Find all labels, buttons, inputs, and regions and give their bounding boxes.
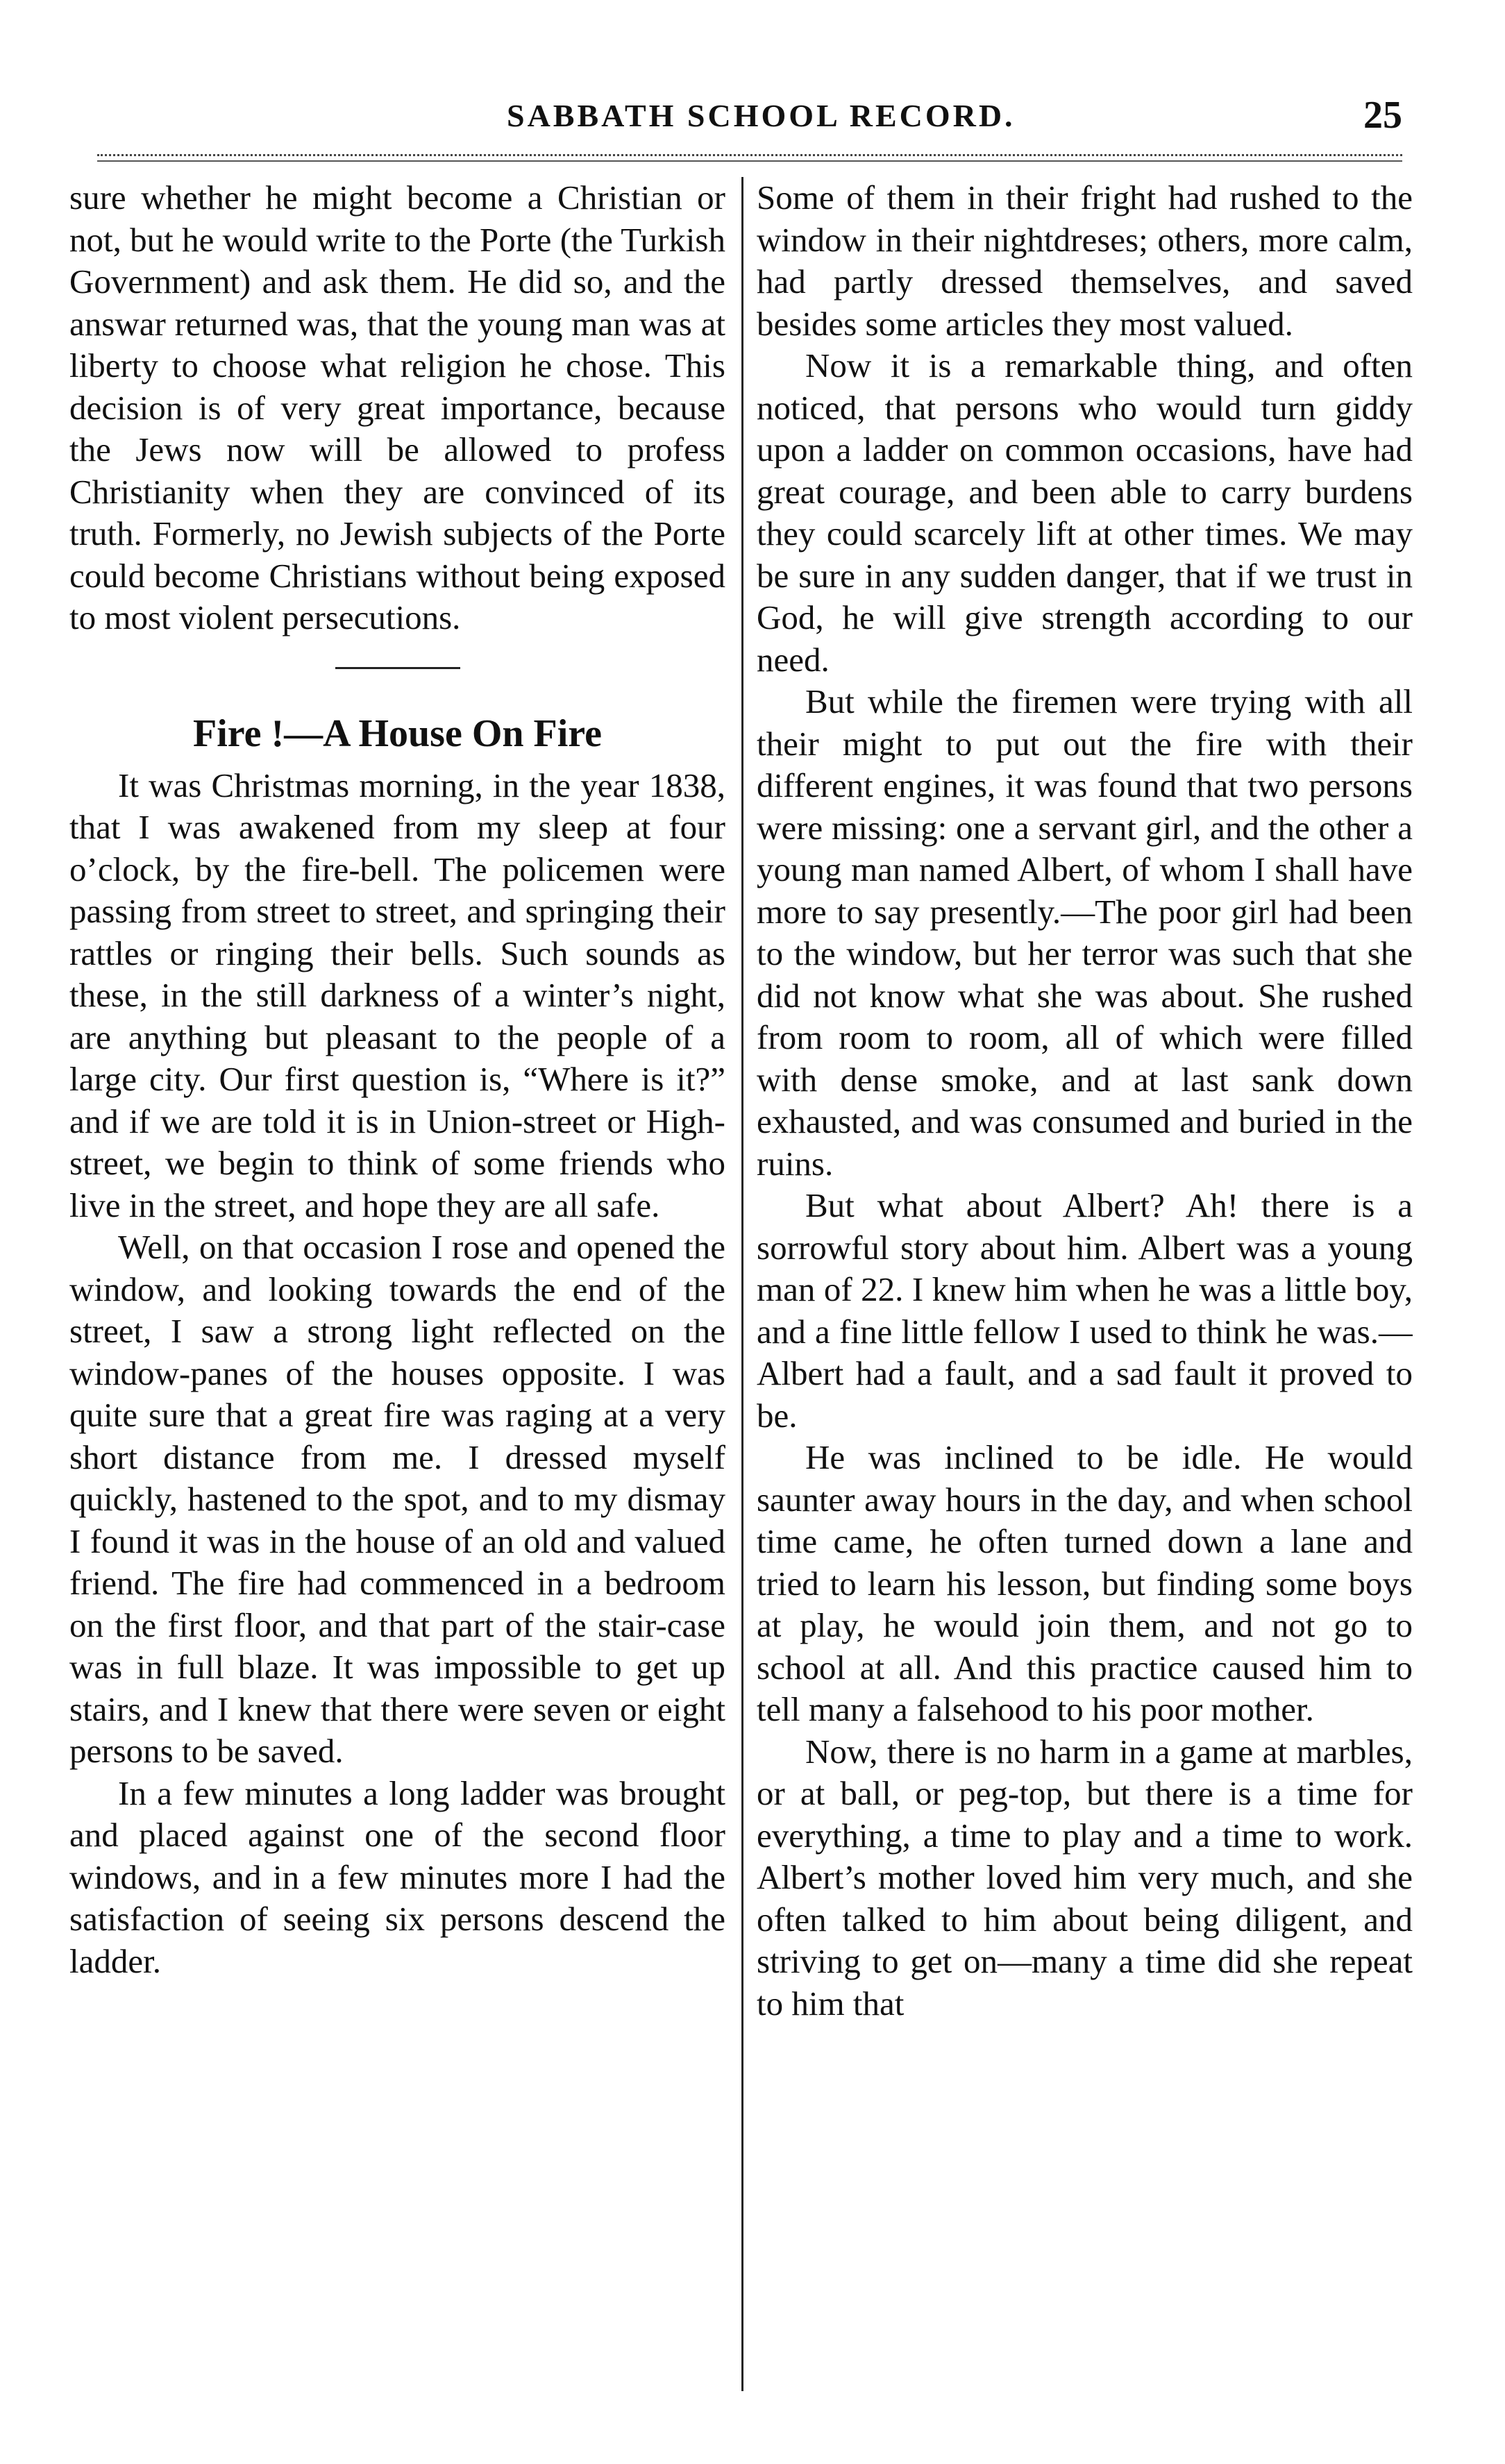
paragraph: sure whether he might become a Christian or not, but he would write to the Porte (the Turkish Government) and ask them. He did so, and the answar returned was, that the young man was at liberty to choose what religion he chose. This decision is of very great importance, because the Jews now will be allowed to profess Christianity when they are convinced of its truth. Formerly, no Jewish subjects of the Porte could become Christians without being exposed to most violent persecutions. bbox=[69, 178, 725, 636]
paragraph: But while the firemen were trying with all their might to put out the fire with their different engines, it was found that two persons were missing: one a servant girl, and the other a young man named Albert, of whom I shall have more to say presently.—The poor girl had been to the window, but her terror was such that she did not know what she was about. She rushed from room to room, all of which were filled with dense smoke, and at last sank down exhausted, and was consumed and buried in the ruins. bbox=[757, 682, 1413, 1183]
paragraph: Now it is a remarkable thing, and often noticed, that persons who would turn giddy upon a ladder on common occasions, have had great courage, and been able to carry burdens they could scarcely lift at other times. We may be sure in any sudden danger, that if we trust in God, he will give strength according to our need. bbox=[757, 346, 1413, 679]
running-head: SABBATH SCHOOL RECORD. bbox=[507, 98, 1016, 133]
page-header bbox=[97, 94, 1402, 153]
paragraph: He was inclined to be idle. He would saunter away hours in the day, and when school time came, he often turned down a lane and tried to learn his lesson, but finding some boys at play, he would join them, and not go to school at all. And this practice caused him to tell many a falsehood to his poor mother. bbox=[757, 1438, 1413, 1728]
left-column bbox=[69, 177, 725, 2391]
section-divider bbox=[335, 667, 460, 669]
right-column bbox=[757, 177, 1413, 2391]
page-number: 25 bbox=[1363, 94, 1402, 137]
column-divider bbox=[741, 177, 743, 2391]
paragraph: It was Christmas morning, in the year 1838, that I was awakened from my sleep at four o’clock, by the fire-bell. The policemen were passing from street to street, and springing their rattles or ringing their bells. Such sounds as these, in the still darkness of a winter’s night, are anything but pleasant to the people of a large city. Our first question is, “Where is it?” and if we are told it is in Union-street or High-street, we begin to think of some friends who live in the street, and hope they are all safe. bbox=[69, 766, 725, 1224]
paragraph: Well, on that occasion I rose and opened the window, and looking towards the end of the street, I saw a strong light reflected on the window-panes of the houses opposite. I was quite sure that a great fire was raging at a very short distance from me. I dressed myself quickly, hastened to the spot, and to my dismay I found it was in the house of an old and valued friend. The fire had commenced in a bedroom on the first floor, and that part of the stair-case was in full blaze. It was impossible to get up stairs, and I knew that there were seven or eight persons to be saved. bbox=[69, 1228, 725, 1770]
header-rule bbox=[97, 154, 1402, 162]
paragraph: In a few minutes a long ladder was brought and placed against one of the second floor windows, and in a few minutes more I had the satisfaction of seeing six persons descend the ladder. bbox=[69, 1773, 725, 1980]
paragraph: Now, there is no harm in a game at marbles, or at ball, or peg-top, but there is a time for everything, a time to play and a time to work. Albert’s mother loved him very much, and she often talked to him about being diligent, and striving to get on—many a time did she repeat to him that bbox=[757, 1732, 1413, 2023]
paragraph: Some of them in their fright had rushed to the window in their nightdreses; others, more calm, had partly dressed themselves, and saved besides some articles they most valued. bbox=[757, 178, 1413, 343]
section-title: Fire !—A House On Fire bbox=[193, 711, 602, 755]
paragraph: But what about Albert? Ah! there is a sorrowful story about him. Albert was a young man of 22. I knew him when he was a little boy, and a fine little fellow I used to think he was.—Albert had a fault, and a sad fault it proved to be. bbox=[757, 1186, 1413, 1435]
